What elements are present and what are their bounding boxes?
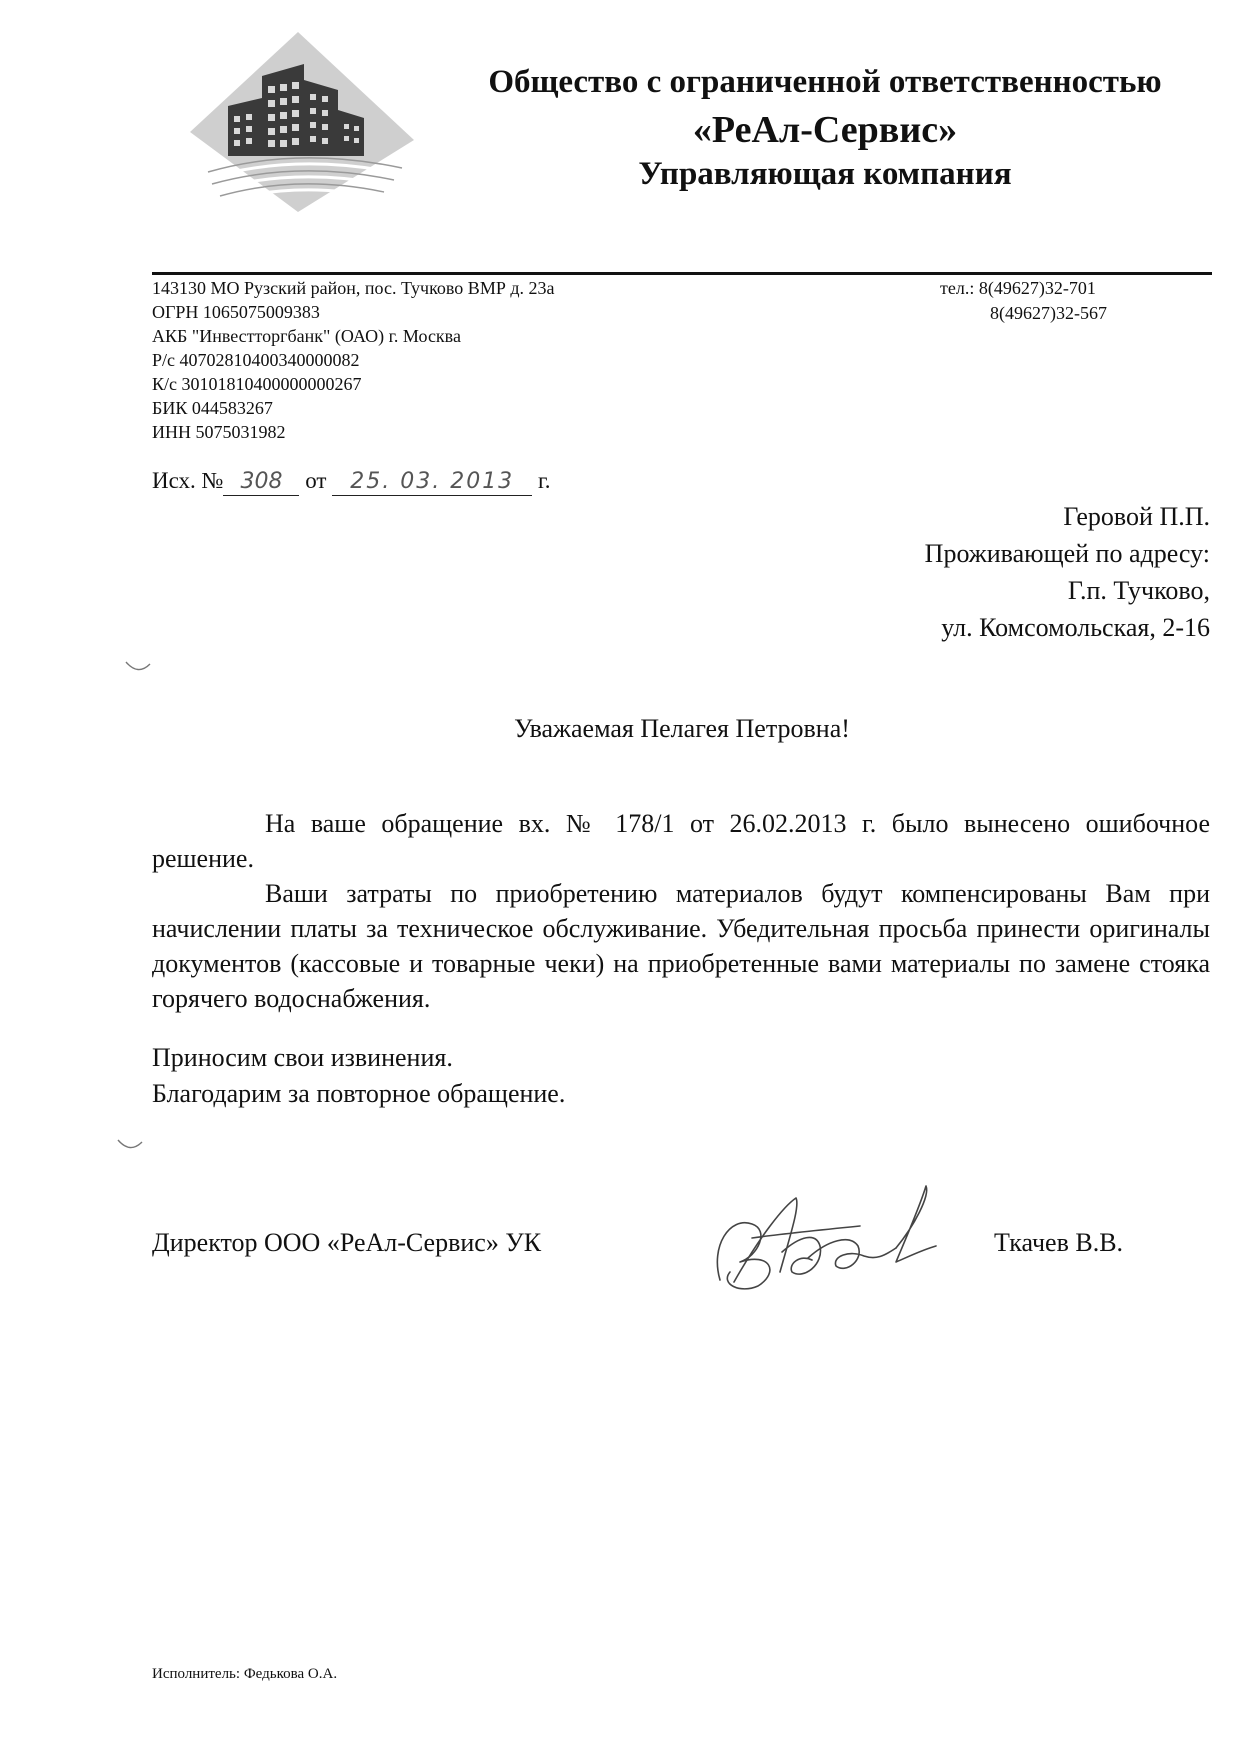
signatory-title: Директор ООО «РеАл-Сервис» УК (152, 1228, 542, 1257)
org-type: Управляющая компания (638, 156, 1012, 192)
phone-label: тел.: (940, 278, 975, 298)
handwritten-signature (700, 1176, 960, 1296)
requisite-ogrn: ОГРН 1065075009383 (152, 302, 320, 322)
requisite-bank: АКБ "Инвестторгбанк" (ОАО) г. Москва (152, 326, 461, 346)
phone-1: 8(49627)32-701 (978, 278, 1096, 298)
requisite-account: Р/с 40702810400340000082 (152, 350, 360, 370)
outgoing-number: 308 (223, 469, 299, 496)
requisite-inn: ИНН 5075031982 (152, 422, 286, 442)
company-requisites (152, 276, 554, 444)
outgoing-from-label: от (305, 468, 327, 493)
outgoing-reference (152, 468, 551, 496)
requisite-address: 143130 МО Рузский район, пос. Тучково ВМР д. 23а (152, 278, 555, 298)
outgoing-date: 25. 03. 2013 (332, 469, 532, 496)
scan-mark-icon (124, 660, 152, 674)
requisite-bik: БИК 044583267 (152, 398, 273, 418)
addressee-block (925, 498, 1210, 646)
salutation: Уважаемая Пелагея Петровна! (514, 714, 850, 743)
org-legal-form: Общество с ограниченной ответственностью (488, 64, 1162, 100)
closing-thanks: Благодарим за повторное обращение. (152, 1079, 566, 1108)
executor-note: Исполнитель: Федькова О.А. (152, 1666, 338, 1682)
scan-mark-icon (116, 1138, 144, 1152)
body-paragraph-2: Ваши затраты по приобретению материалов будут компенсированы Вам при начислении платы за техническое обслуживание. Убедительная просьба принести оригиналы документов (кассовые и товарные чеки) на приобретенные вами материалы по замене стояка горячего водоснабжения. (152, 879, 1210, 1013)
outgoing-year-suffix: г. (537, 468, 551, 493)
addressee-city: Г.п. Тучково, (1067, 576, 1210, 605)
buildings-logo-icon (188, 28, 418, 214)
signatory-name: Ткачев В.В. (994, 1228, 1124, 1257)
outgoing-number-label: Исх. № (152, 468, 224, 493)
addressee-street: ул. Комсомольская, 2-16 (941, 613, 1210, 642)
addressee-address-label: Проживающей по адресу: (924, 539, 1210, 568)
addressee-name: Геровой П.П. (1063, 502, 1210, 531)
company-phones (940, 276, 1107, 326)
body-paragraph-1: На ваше обращение вх. № 178/1 от 26.02.2013 г. было вынесено ошибочное решение. (152, 809, 1210, 873)
letterhead-divider (152, 272, 1212, 275)
closing-apology: Приносим свои извинения. (152, 1043, 453, 1072)
phone-2: 8(49627)32-567 (990, 303, 1107, 323)
requisite-corr-account: К/с 30101810400000000267 (152, 374, 362, 394)
org-name: «РеАл-Сервис» (692, 109, 958, 151)
closing-block (152, 1040, 565, 1112)
